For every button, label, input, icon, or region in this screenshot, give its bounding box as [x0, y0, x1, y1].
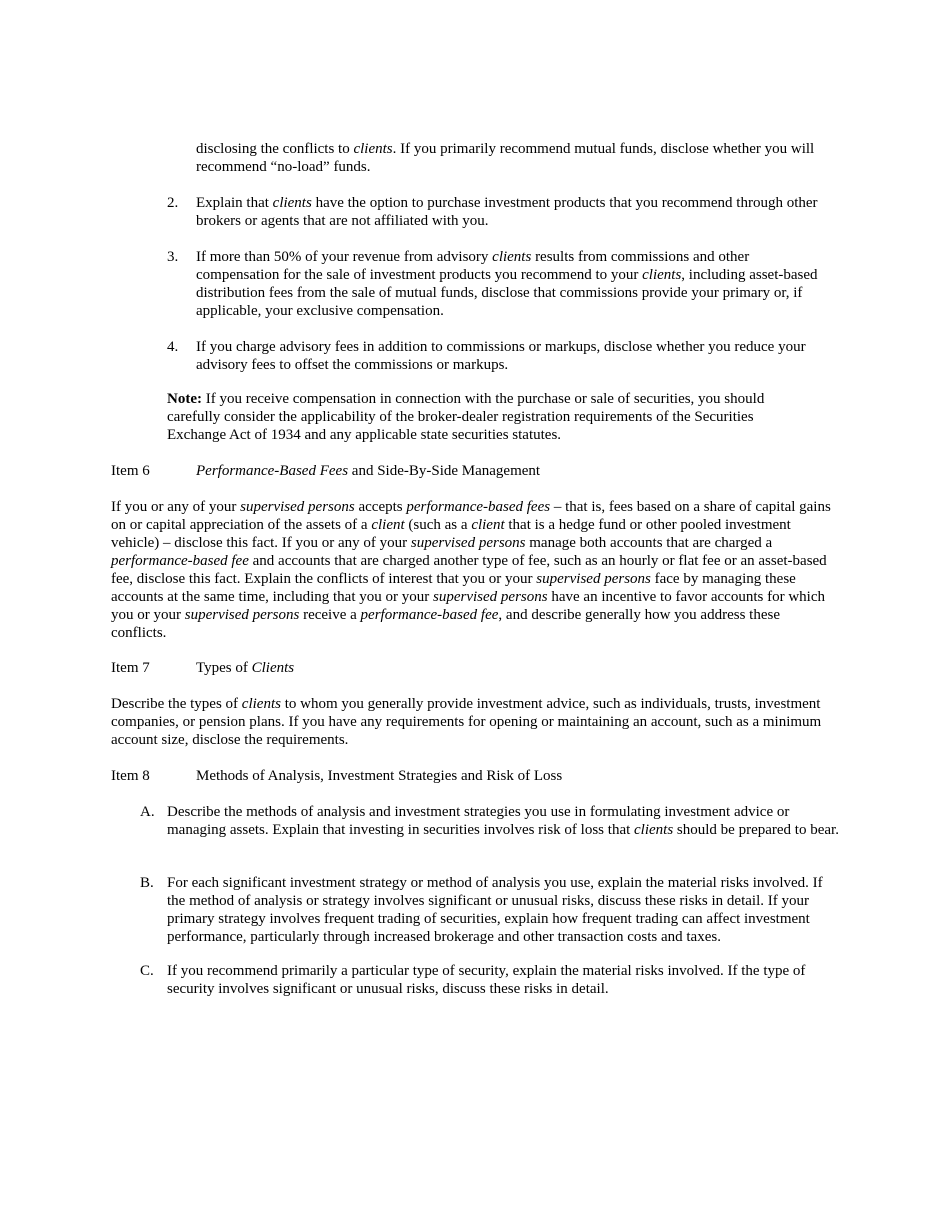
item-6-body: If you or any of your supervised persons accepts performance-based fees – that is, fees based on a share of capital gains on or capital appreciation of the assets of a client (such as a client that is a hedge fund or other pooled investment vehicle) – disclose this fact. If you or any of your supervised persons manage both accounts that are charged a performance-based fee and accounts that are charged another type of fee, such as an hourly or flat fee or an asset-based fee, disclose this fact. Explain the conflicts of interest that you or your supervised persons face by managing these accounts at the same time, including that you or your supervised persons have an incentive to favor accounts for which you or your supervised persons receive a performance-based fee, and describe generally how you address these conflicts.: [111, 499, 831, 641]
list-letter: B.: [140, 875, 154, 891]
list-letter: C.: [140, 963, 154, 979]
list-item-text: If more than 50% of your revenue from advisory clients results from commissions and other compensation for the sale of investment products you recommend to your clients, including asset-based distribution fees from the sale of mutual funds, disclose that commissions provide your primary or, if applicable, your exclusive compensation.: [196, 249, 818, 319]
list-item-text: Explain that clients have the option to purchase investment products that you recommend through other brokers or agents that are not affiliated with you.: [196, 195, 818, 229]
list-letter: A.: [140, 804, 155, 820]
item-8-number: Item 8: [111, 768, 150, 784]
list-number: 2.: [167, 195, 179, 211]
list-number: 3.: [167, 249, 179, 265]
item-7-number: Item 7: [111, 660, 150, 676]
item-7-title: Types of Clients: [196, 660, 295, 676]
note-label: Note:: [167, 391, 202, 407]
list-item-text: If you recommend primarily a particular type of security, explain the material risks involved. If the type of security involves significant or unusual risks, discuss these risks in detail.: [167, 963, 806, 997]
list-item-text: For each significant investment strategy or method of analysis you use, explain the material risks involved. If the method of analysis or strategy involves significant or unusual risks, discuss these risks in detail. If your primary strategy involves frequent trading of securities, explain how frequent trading can affect investment performance, particularly through increased brokerage and other transaction costs and taxes.: [167, 875, 823, 945]
list-number: 4.: [167, 339, 179, 355]
item-6-title: Performance-Based Fees and Side-By-Side Management: [196, 463, 541, 479]
note-paragraph: Note: If you receive compensation in connection with the purchase or sale of securities, you should carefully consider the applicability of the broker-dealer registration requirements of the Securities Exchange Act of 1934 and any applicable state securities statutes.: [167, 391, 765, 443]
list-item-text: If you charge advisory fees in addition to commissions or markups, disclose whether you reduce your advisory fees to offset the commissions or markups.: [196, 339, 806, 373]
list-item-text: Describe the methods of analysis and investment strategies you use in formulating investment advice or managing assets. Explain that investing in securities involves risk of loss that clients should be prepared to bear.: [167, 804, 839, 838]
item-6-number: Item 6: [111, 463, 150, 479]
item-8-title: Methods of Analysis, Investment Strategies and Risk of Loss: [196, 768, 563, 784]
continued-paragraph: disclosing the conflicts to clients. If you primarily recommend mutual funds, disclose whether you will recommend “no-load” funds.: [196, 141, 815, 175]
item-7-body: Describe the types of clients to whom you generally provide investment advice, such as individuals, trusts, investment companies, or pension plans. If you have any requirements for opening or maintaining an account, such as a minimum account size, disclose the requirements.: [111, 696, 822, 748]
